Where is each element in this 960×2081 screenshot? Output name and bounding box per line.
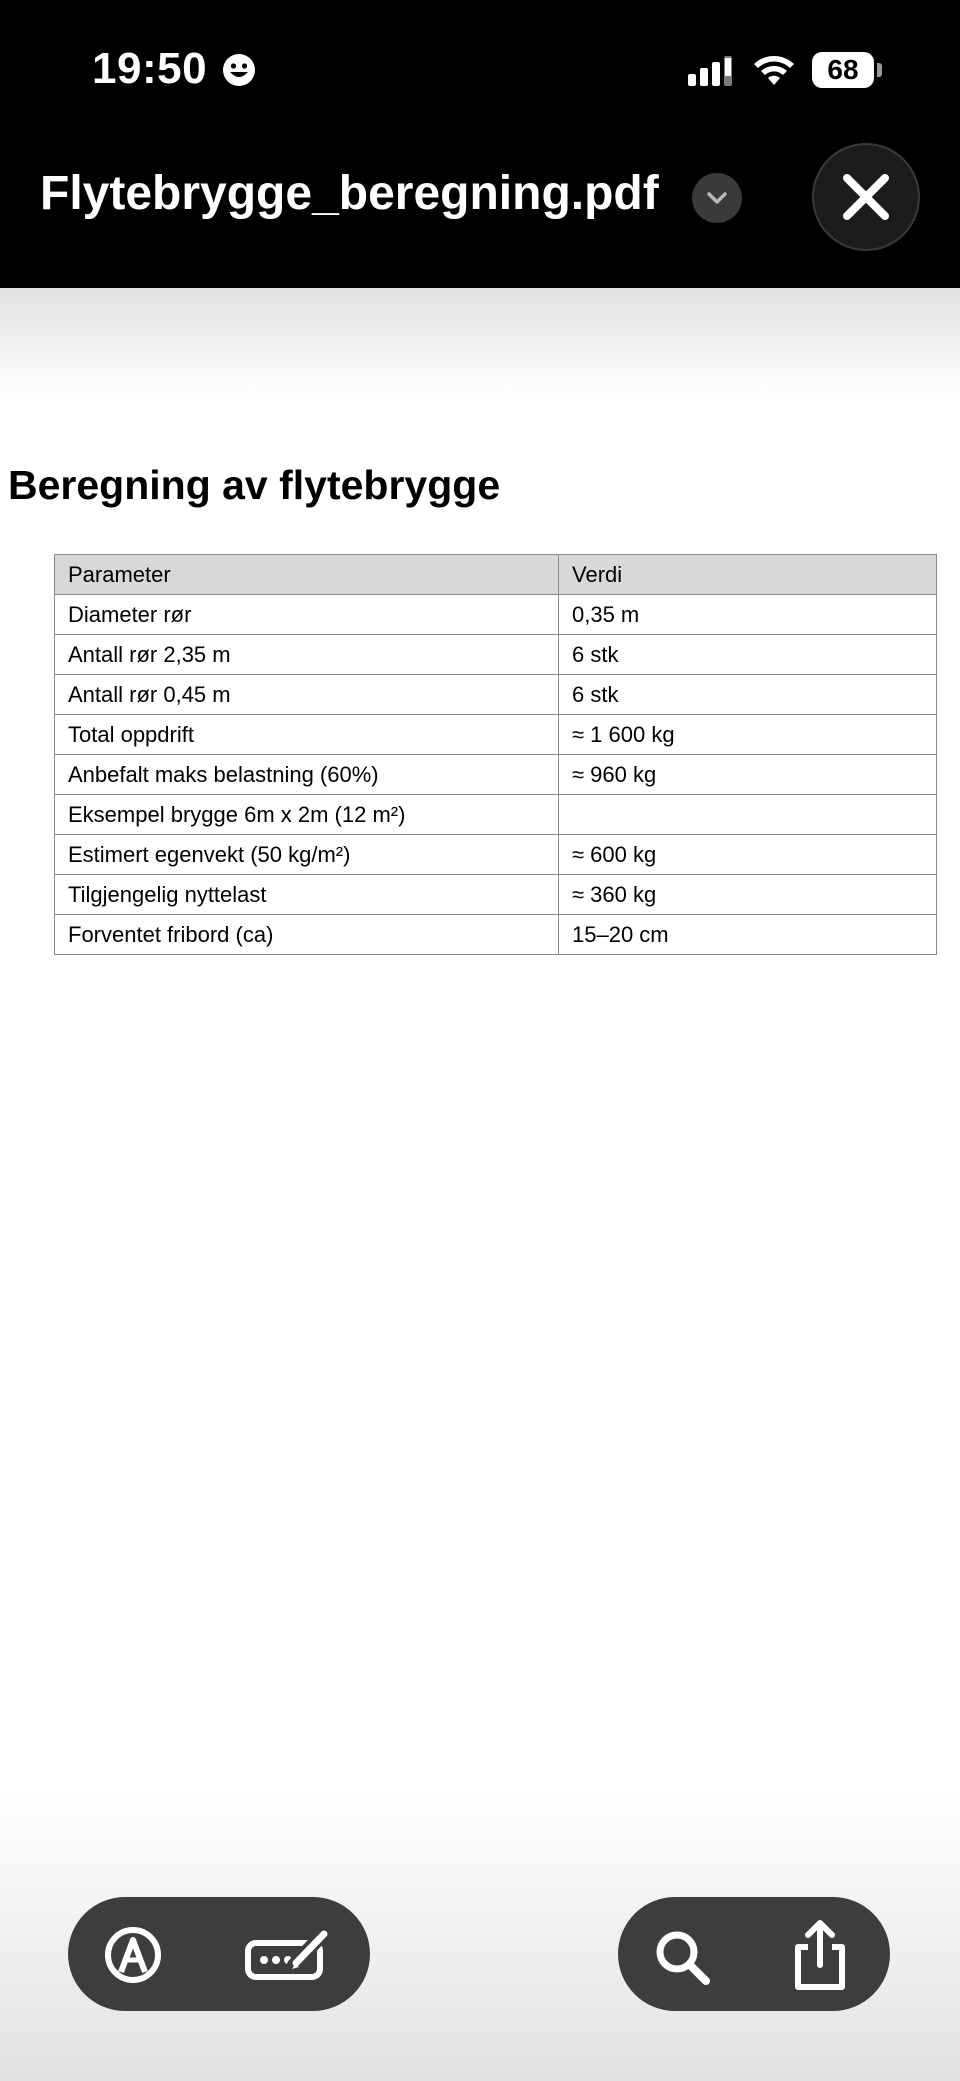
table-row (55, 675, 937, 715)
signal-icon (688, 56, 736, 91)
share-button[interactable] (790, 1919, 850, 1991)
battery-tip (877, 63, 882, 77)
table-header-row (55, 555, 937, 595)
table-row (55, 595, 937, 635)
title-menu-button[interactable] (692, 173, 742, 223)
table-row (55, 915, 937, 955)
table-header-value: Verdi (559, 555, 937, 595)
table-cell-value: 15–20 cm (559, 915, 937, 955)
table-cell-parameter: Total oppdrift (55, 715, 559, 755)
table-cell-value: ≈ 360 kg (559, 875, 937, 915)
table-cell-value: ≈ 600 kg (559, 835, 937, 875)
table-row (55, 635, 937, 675)
chevron-down-icon (706, 191, 728, 205)
table-row (55, 715, 937, 755)
share-icon (790, 1919, 850, 1991)
document-heading: Beregning av flytebrygge (8, 462, 501, 508)
table-cell-parameter: Diameter rør (55, 595, 559, 635)
close-button[interactable] (812, 143, 920, 251)
battery-icon: 68 (812, 52, 874, 88)
markup-icon (104, 1926, 162, 1984)
table-cell-parameter: Anbefalt maks belastning (60%) (55, 755, 559, 795)
form-fill-icon (244, 1925, 334, 1983)
table-cell-value: 6 stk (559, 635, 937, 675)
smile-icon (222, 53, 256, 92)
table-cell-parameter: Antall rør 2,35 m (55, 635, 559, 675)
search-icon (652, 1927, 712, 1987)
table-cell-value: 6 stk (559, 675, 937, 715)
table-row (55, 875, 937, 915)
parameter-table (54, 554, 937, 955)
search-button[interactable] (652, 1927, 712, 1987)
table-cell-value: ≈ 960 kg (559, 755, 937, 795)
top-bar (0, 0, 960, 288)
markup-toolbar (68, 1897, 370, 2011)
table-header-parameter: Parameter (55, 555, 559, 595)
table-row (55, 755, 937, 795)
table-cell-value: ≈ 1 600 kg (559, 715, 937, 755)
table-cell-value: 0,35 m (559, 595, 937, 635)
table-cell-parameter: Eksempel brygge 6m x 2m (12 m²) (55, 795, 559, 835)
table-cell-parameter: Tilgjengelig nyttelast (55, 875, 559, 915)
form-fill-button[interactable] (244, 1925, 334, 1983)
document-title[interactable]: Flytebrygge_beregning.pdf (40, 167, 659, 220)
table-cell-parameter: Forventet fribord (ca) (55, 915, 559, 955)
status-time: 19:50 (92, 44, 208, 93)
close-icon (841, 172, 891, 222)
table-cell-parameter: Antall rør 0,45 m (55, 675, 559, 715)
table-cell-value (559, 795, 937, 835)
table-row (55, 795, 937, 835)
markup-button[interactable] (104, 1926, 162, 1984)
wifi-icon (752, 52, 796, 91)
header-shadow (0, 288, 960, 398)
table-cell-parameter: Estimert egenvekt (50 kg/m²) (55, 835, 559, 875)
view-toolbar (618, 1897, 890, 2011)
table-row (55, 835, 937, 875)
